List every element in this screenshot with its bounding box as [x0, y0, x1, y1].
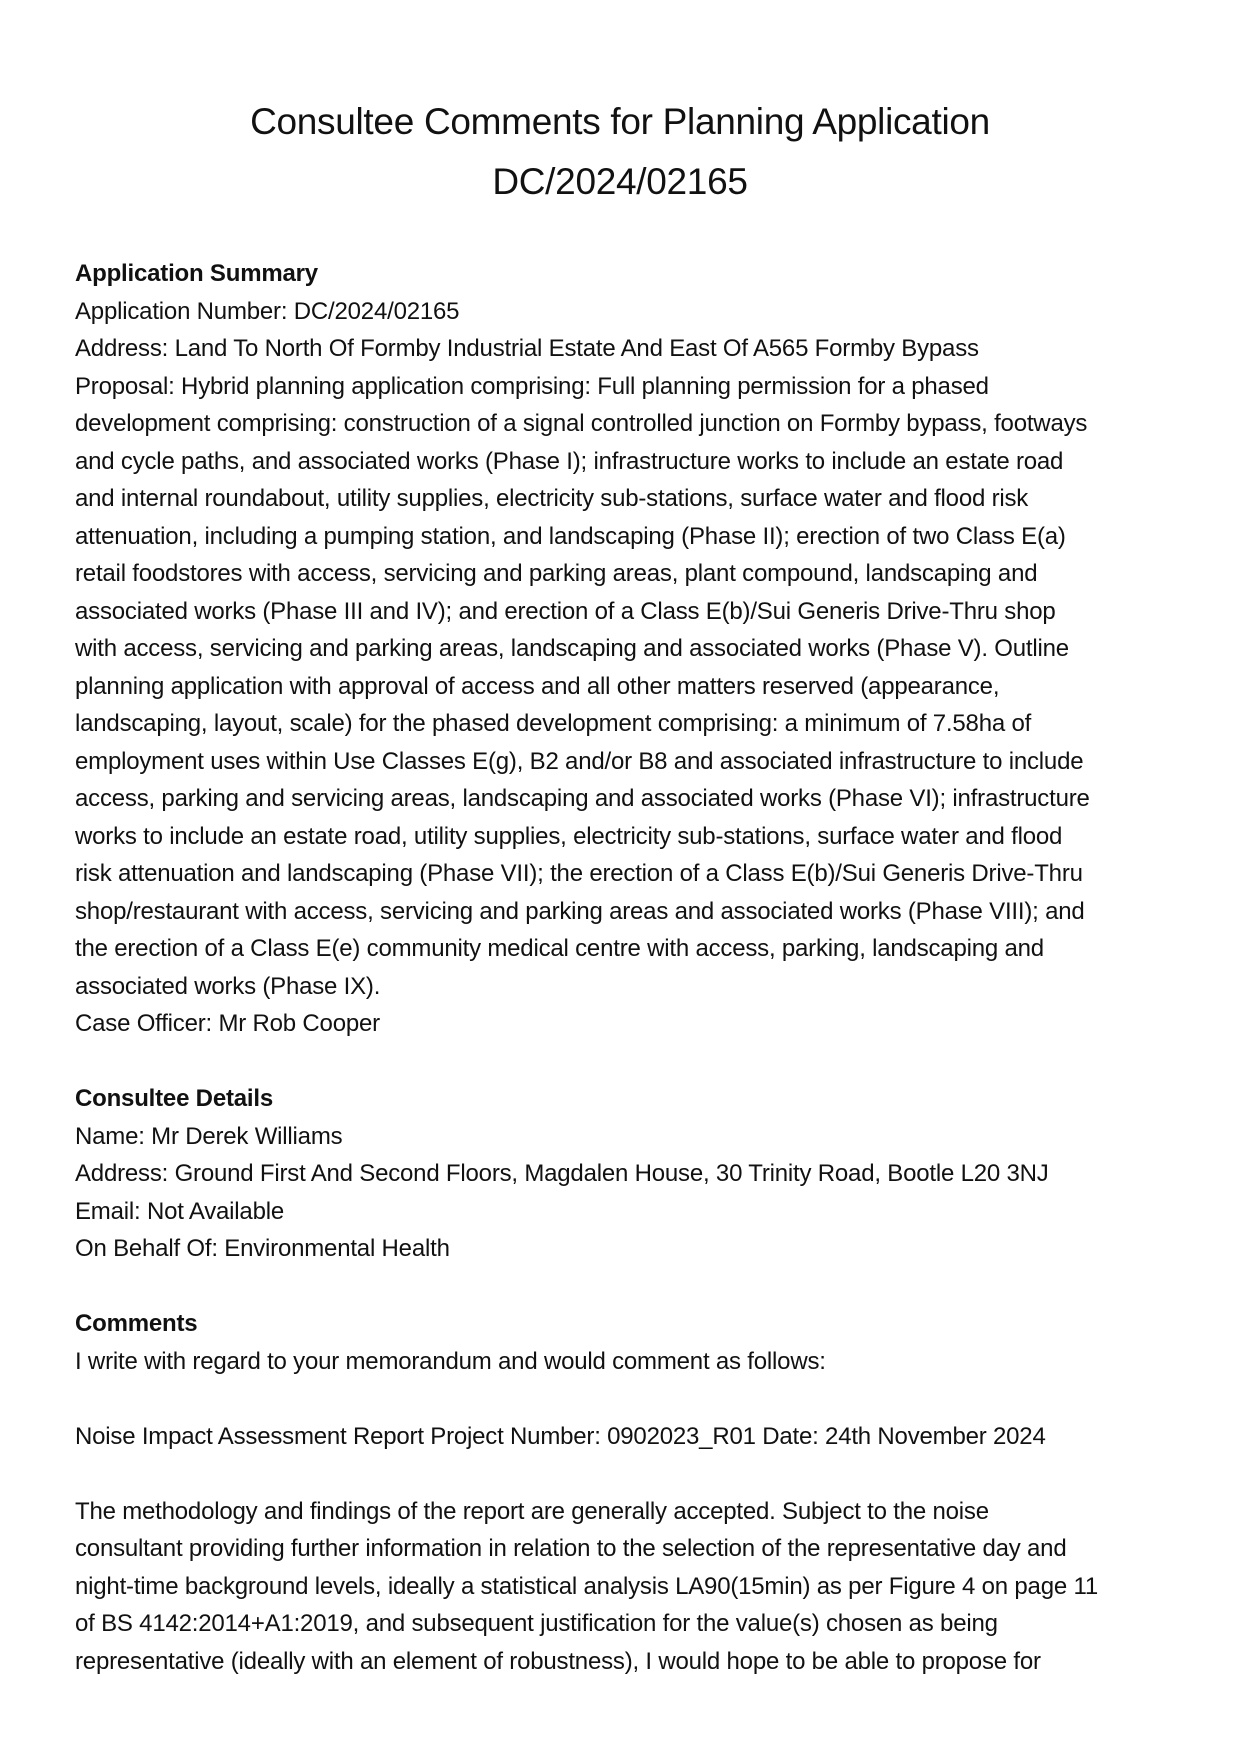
comments-section: [75, 1305, 1175, 1680]
proposal-line: risk attenuation and landscaping (Phase VII); the erection of a Class E(b)/Sui Generis Drive-Thru: [75, 860, 1083, 887]
proposal-line: with access, servicing and parking areas, landscaping and associated works (Phase V). Outline: [75, 635, 1069, 662]
proposal-line: the erection of a Class E(e) community medical centre with access, parking, landscaping and: [75, 935, 1044, 962]
application-number: Application Number: DC/2024/02165: [75, 297, 460, 325]
section-spacer: [75, 1268, 1175, 1306]
comments-paragraph-line: of BS 4142:2014+A1:2019, and subsequent justification for the value(s) chosen as being: [75, 1610, 998, 1637]
application-address: Address: Land To North Of Formby Industrial Estate And East Of A565 Formby Bypass: [75, 335, 979, 362]
proposal-line: associated works (Phase III and IV); and erection of a Class E(b)/Sui Generis Drive-Thru shop: [75, 597, 1056, 625]
proposal-line: works to include an estate road, utility supplies, electricity sub-stations, surface water and flood: [75, 822, 1063, 850]
proposal-line: retail foodstores with access, servicing and parking areas, plant compound, landscaping and: [75, 560, 1038, 587]
consultee-address: Address: Ground First And Second Floors, Magdalen House, 30 Trinity Road, Bootle L20 3NJ: [75, 1160, 1049, 1187]
case-officer: Case Officer: Mr Rob Cooper: [75, 1010, 380, 1037]
page-title-line-2: DC/2024/02165: [492, 161, 748, 202]
proposal-line: shop/restaurant with access, servicing and parking areas and associated works (Phase VIII); and: [75, 897, 1085, 925]
application-summary-heading: Application Summary: [75, 260, 318, 287]
proposal-line: employment uses within Use Classes E(g), B2 and/or B8 and associated infrastructure to include: [75, 747, 1084, 775]
report-reference: Noise Impact Assessment Report Project Number: 0902023_R01 Date: 24th November 2024: [75, 1422, 1046, 1450]
comments-paragraph-line: consultant providing further information in relation to the selection of the representative day and: [75, 1535, 1067, 1562]
proposal-line: attenuation, including a pumping station, and landscaping (Phase II); erection of two Class E(a): [75, 522, 1066, 550]
proposal-line: associated works (Phase IX).: [75, 972, 381, 1000]
consultee-details-heading: Consultee Details: [75, 1085, 273, 1112]
proposal-line: landscaping, layout, scale) for the phased development comprising: a minimum of 7.58ha of: [75, 710, 1032, 737]
consultee-name: Name: Mr Derek Williams: [75, 1122, 343, 1150]
proposal-text: [75, 368, 1175, 1006]
application-summary-section: [75, 255, 1175, 1043]
consultee-email: Email: Not Available: [75, 1197, 285, 1225]
paragraph-spacer: [75, 1380, 1175, 1418]
proposal-line: Proposal: Hybrid planning application comprising: Full planning permission for a phased: [75, 372, 989, 400]
consultee-details-section: [75, 1080, 1175, 1268]
proposal-line: development comprising: construction of a signal controlled junction on Formby bypass, footways: [75, 410, 1088, 437]
comments-intro: I write with regard to your memorandum and would comment as follows:: [75, 1347, 826, 1375]
section-spacer: [75, 1043, 1175, 1081]
proposal-line: planning application with approval of access and all other matters reserved (appearance,: [75, 672, 1000, 700]
comments-paragraph-line: The methodology and findings of the report are generally accepted. Subject to the noise: [75, 1497, 989, 1525]
paragraph-spacer: [75, 1455, 1175, 1493]
proposal-line: and cycle paths, and associated works (Phase I); infrastructure works to include an estate road: [75, 447, 1064, 475]
page-title-line-1: Consultee Comments for Planning Application: [250, 101, 990, 142]
comments-paragraph: [75, 1493, 1175, 1681]
proposal-line: and internal roundabout, utility supplies, electricity sub-stations, surface water and flood risk: [75, 485, 1029, 512]
document-body: [75, 255, 1175, 1680]
comments-paragraph-line: night-time background levels, ideally a statistical analysis LA90(15min) as per Figure 4 on page 11: [75, 1572, 1098, 1600]
page-title: [100, 92, 1140, 212]
comments-paragraph-line: representative (ideally with an element of robustness), I would hope to be able to propose for: [75, 1647, 1041, 1675]
consultee-on-behalf-of: On Behalf Of: Environmental Health: [75, 1235, 450, 1262]
proposal-line: access, parking and servicing areas, landscaping and associated works (Phase VI); infrastructure: [75, 785, 1090, 812]
comments-heading: Comments: [75, 1310, 198, 1337]
